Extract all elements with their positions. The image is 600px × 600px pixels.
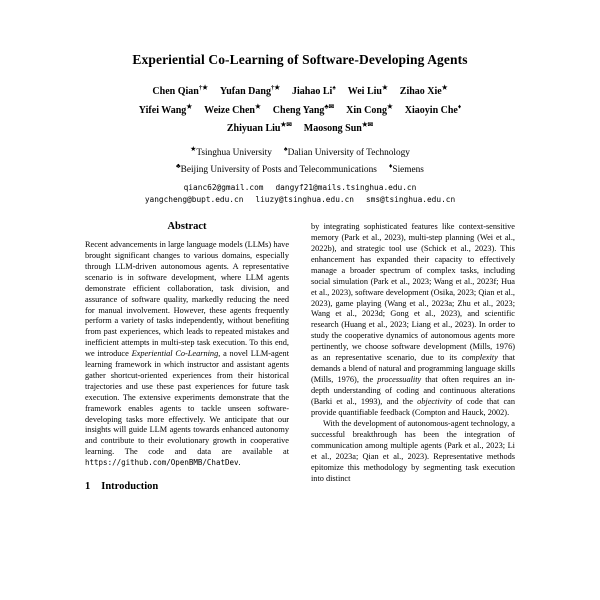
abstract-segment: Recent advancements in large language models (LLMs) have brought significant changes to various domains, especially through LLM-driven autonomous agents. A representative scenario is in software development, where LLM agents demonstrate efficient collaboration, task division, and assurance of software quality, markedly reducing the need for manual involvement. However, these agents frequently perform a variety of tasks independently, without benefiting from past experiences, which leads to repeated mistakes and inefficient attempts in multi-step task execution. To this end, we introduce: [85, 240, 289, 359]
author: [152, 86, 207, 97]
github-repo-link[interactable]: https://github.com/OpenBMB/ChatDev: [85, 458, 239, 468]
intro-segment: of code that can provide quantifiable feedback (Compton and Hauck, 2002).: [311, 396, 516, 417]
affiliation-line-1: [0, 143, 600, 160]
email-address: qianc62@gmail.com: [183, 183, 264, 193]
affiliation-block: [0, 143, 600, 177]
author-name: Jiahao Li: [292, 86, 333, 98]
intro-segment-italic: processuality: [377, 374, 422, 384]
author: [346, 105, 393, 116]
author: [273, 105, 334, 116]
author-name: Zhiyuan Liu: [226, 122, 281, 134]
affiliation: [388, 162, 424, 176]
author-marks: ★: [254, 103, 261, 111]
intro-segment: that demands a blend of natural and programming language skills (Mills, 1976), the: [311, 353, 516, 384]
author-name: Xiaoyin Che: [404, 104, 458, 116]
author-marks: ♠: [332, 85, 336, 92]
author-line-1: [0, 81, 600, 99]
email-address: dangyf21@mails.tsinghua.edu.cn: [275, 183, 417, 193]
author-line-2: [0, 99, 600, 117]
author-marks: ♣✉: [324, 103, 335, 111]
author-marks: ★: [441, 85, 448, 92]
author: [204, 105, 261, 116]
affiliation-mark: ★: [190, 144, 197, 153]
email-address: yangcheng@bupt.edu.cn: [144, 195, 244, 205]
section-heading-introduction: [85, 482, 289, 493]
email-line-1: [0, 182, 600, 194]
intro-segment: that often requires an in-depth understanding of coding and continuous alterations (Barki et al., 1993), and the: [311, 374, 515, 406]
paper-title: Experiential Co-Learning of Software-Developing Agents: [132, 52, 468, 67]
email-address: liuzy@tsinghua.edu.cn: [255, 195, 354, 205]
author-name: Chen Qian: [152, 86, 199, 98]
author-name: Wei Liu: [347, 86, 382, 98]
intro-segment-italic: objectivity: [417, 396, 452, 406]
author-name: Maosong Sun: [303, 122, 362, 134]
author-name: Yufan Dang: [219, 86, 271, 98]
affiliation-mark: ♦: [388, 162, 393, 171]
intro-segment: by integrating sophisticated features like context-sensitive memory (Park et al., 2023), multi-step planning (Wei et al., 2022b), and strategic tool use (Schick et al., 2023). This enhancement has expanded their capacity to effectively manage a broader spectrum of complex tasks, including social simulation (Park et al., 2023; Wang et al., 2023f; Hua et al., 2023), software development (Osika, 2023; Qian et al., 2023), game playing (Wang et al., 2023a; Zhu et al., 2023; Wang et al., 2023d; Gong et al., 2023), and scientific research (Huang et al., 2023; Liang et al., 2023). In order to study the cooperative dynamics of autonomous agents more pertinently, we choose software development (Mills, 1976) as an representative scenario, due to its: [311, 222, 515, 363]
author: [304, 123, 373, 134]
email-address: sms@tsinghua.edu.cn: [365, 195, 456, 205]
author-name: Yifei Wang: [138, 104, 187, 116]
author-line-3: [0, 118, 600, 136]
author: [400, 86, 448, 97]
abstract-segment-italic: Experiential Co-Learning: [131, 349, 219, 359]
author-marks: ★: [186, 103, 193, 111]
affiliation-line-2: [0, 160, 600, 177]
author-block: [0, 81, 600, 136]
author: [227, 123, 292, 134]
author-name: Xin Cong: [346, 104, 387, 116]
section-title: Introduction: [101, 481, 159, 493]
author-marks: ★: [381, 85, 388, 92]
right-column: [311, 222, 515, 493]
section-number: 1: [85, 481, 91, 493]
author-marks: †★: [270, 85, 281, 92]
author-name: Zihao Xie: [399, 86, 442, 98]
abstract-heading: Abstract: [167, 221, 207, 233]
author-name: Weize Chen: [204, 104, 255, 116]
author: [405, 105, 461, 116]
author-marks: ★✉: [280, 121, 292, 129]
author: [220, 86, 280, 97]
author-marks: ★: [386, 103, 393, 111]
abstract-segment: .: [238, 458, 241, 468]
affiliation-mark: ♠: [283, 144, 288, 153]
author-marks: †★: [198, 85, 208, 92]
intro-segment-italic: complexity: [461, 353, 498, 363]
affiliation-mark: ♣: [176, 162, 181, 171]
affiliation: [190, 144, 272, 159]
affiliation-name: Siemens: [392, 165, 424, 176]
author: [348, 86, 388, 97]
intro-paragraph-2: With the development of autonomous-agent technology, a successful breakthrough has been the integration of communication among multiple agents (Park et al., 2023; Li et al., 2023a; Qian et al., 2023). Representative methods epitomize this methodology by segmenting task execution into distinct: [311, 419, 515, 484]
affiliation-name: Beijing University of Posts and Telecommunications: [180, 165, 377, 176]
email-line-2: [0, 194, 600, 206]
affiliation: [176, 162, 377, 176]
affiliation-name: Tsinghua University: [196, 148, 272, 159]
two-column-body: [0, 222, 600, 493]
author-marks: ♦: [457, 103, 462, 111]
abstract-text: [85, 240, 289, 469]
left-column: [85, 222, 289, 493]
author: [139, 105, 192, 116]
author-marks: ★✉: [361, 121, 374, 129]
intro-paragraph-continued: [311, 222, 515, 418]
affiliation-name: Dalian University of Technology: [287, 148, 410, 159]
author: [292, 86, 336, 97]
email-block: [0, 182, 600, 206]
author-name: Cheng Yang: [272, 104, 325, 116]
affiliation: [283, 144, 410, 159]
abstract-segment: , a novel LLM-agent learning framework in which instructor and assistant agents gather shortcut-oriented experiences from their historical trajectories and use these past experiences for future task execution. The extensive experiments demonstrate that the framework enables agents to tackle unseen software-developing tasks more effectively. We anticipate that our insights will guide LLM agents towards enhanced autonomy and contribute to their evolutionary growth in cooperative learning. The code and data are available at: [85, 349, 289, 457]
